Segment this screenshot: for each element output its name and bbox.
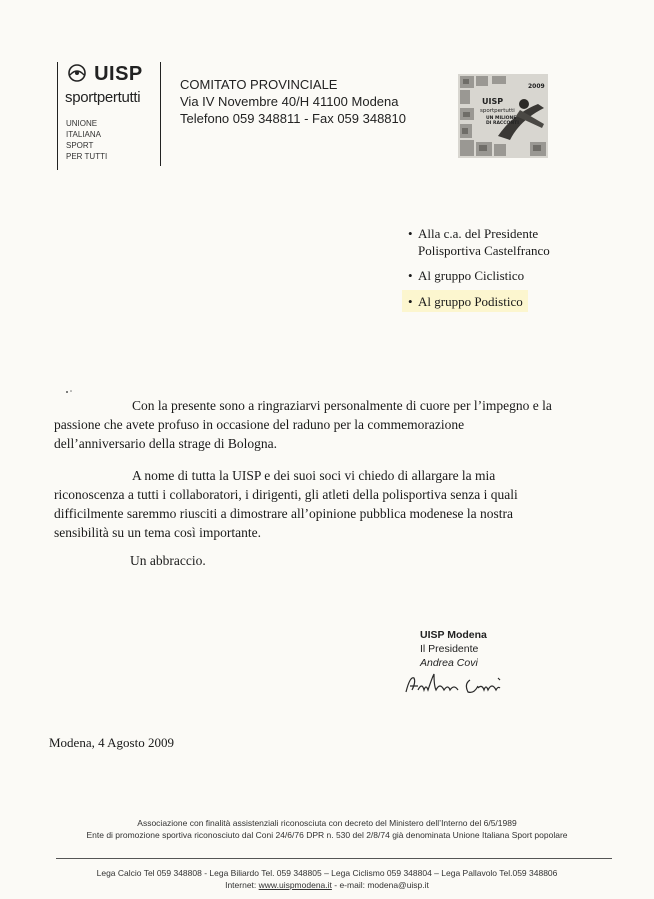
recipient-item xyxy=(408,226,538,242)
recipient-item xyxy=(408,294,523,310)
bullet-icon: • xyxy=(408,268,413,283)
paragraph-line: passione che avete profuso in occasione del raduno per la commemorazione xyxy=(54,417,465,432)
paragraph-line: difficilmente saremmo riusciti a dimostrare all’opinione pubblica modenese la nostra xyxy=(54,506,513,521)
paragraph-line: Con la presente sono a ringraziarvi personalmente di cuore per l’impegno e la xyxy=(132,398,552,413)
logo-left-border xyxy=(57,62,58,170)
acronym-line: PER TUTTI xyxy=(66,152,108,161)
recipient-item-continued xyxy=(418,243,550,259)
footer-web-line xyxy=(40,880,614,890)
closing-line: Un abbraccio. xyxy=(130,553,206,568)
logo-right-rule xyxy=(160,62,161,166)
phone-fax: Telefono 059 348811 - Fax 059 348810 xyxy=(180,111,406,126)
bullet-icon: • xyxy=(408,294,413,309)
brand-acronym xyxy=(66,118,107,162)
signer-role: Il Presidente xyxy=(420,643,479,655)
letter-date: Modena, 4 Agosto 2009 xyxy=(49,735,174,750)
paragraph-line: dell’anniversario della strage di Bologna. xyxy=(54,436,278,451)
footer-contacts xyxy=(40,868,614,894)
stamp-tagline: sportpertutti xyxy=(480,108,515,114)
paragraph-1 xyxy=(56,398,576,458)
signature-block xyxy=(420,628,487,670)
footer-legal xyxy=(40,818,614,848)
uisp-emblem-icon xyxy=(66,64,88,82)
street-address: Via IV Novembre 40/H 41100 Modena xyxy=(180,94,399,109)
email-label: - e-mail: xyxy=(334,880,365,890)
signer-name: Andrea Covi xyxy=(420,657,478,669)
recipient-line: Alla c.a. del Presidente xyxy=(418,226,539,241)
footer-divider xyxy=(56,858,612,859)
internet-label: Internet: xyxy=(225,880,257,890)
recipient-item xyxy=(408,268,524,284)
recipient-line: Al gruppo Ciclistico xyxy=(418,268,525,283)
recipient-line: Polisportiva Castelfranco xyxy=(418,243,550,258)
signer-org: UISP Modena xyxy=(420,629,487,641)
committee-title: COMITATO PROVINCIALE xyxy=(180,77,338,92)
bullet-icon: • xyxy=(408,226,413,241)
acronym-line: ITALIANA xyxy=(66,130,101,139)
paragraph-line: A nome di tutta la UISP e dei suoi soci vi chiedo di allargare la mia xyxy=(132,468,496,483)
handwritten-signature xyxy=(400,668,520,700)
footer-line: Ente di promozione sportiva riconosciuto dal Coni 24/6/76 DPR n. 530 del 2/8/74 già denominata Unione Italiana Sport popolare xyxy=(86,830,568,840)
anniversary-stamp xyxy=(458,74,548,158)
stamp-brand: UISP xyxy=(482,97,504,106)
paragraph-line: riconoscenza a tutti i collaboratori, i dirigenti, gli atleti della polisportiva senza i quali xyxy=(54,487,518,502)
brand-tagline: sportpertutti xyxy=(65,89,141,106)
brand-logo xyxy=(66,63,143,86)
email-link[interactable]: modena@uisp.it xyxy=(367,880,429,890)
footer-line: Lega Calcio Tel 059 348808 - Lega Biliardo Tel. 059 348805 – Lega Ciclismo 059 348804 – Lega Pallavolo Tel.059 348806 xyxy=(96,868,558,878)
stamp-caption: DI RACCONTI xyxy=(486,121,519,126)
letterhead-address xyxy=(180,76,406,127)
stamp-year: 2009 xyxy=(528,83,545,90)
scan-speck xyxy=(64,388,76,396)
acronym-line: SPORT xyxy=(66,141,94,150)
website-link[interactable]: www.uispmodena.it xyxy=(258,880,332,890)
footer-line: Associazione con finalità assistenziali riconosciuta con decreto del Ministero dell’Interno del 6/5/1989 xyxy=(137,818,517,828)
acronym-line: UNIONE xyxy=(66,119,98,128)
paragraph-line: sensibilità su un tema così importante. xyxy=(54,525,261,540)
brand-name: UISP xyxy=(94,63,143,85)
recipient-line: Al gruppo Podistico xyxy=(418,294,523,309)
paragraph-2 xyxy=(56,468,576,548)
stamp-caption: UN MILIONE xyxy=(486,116,517,121)
